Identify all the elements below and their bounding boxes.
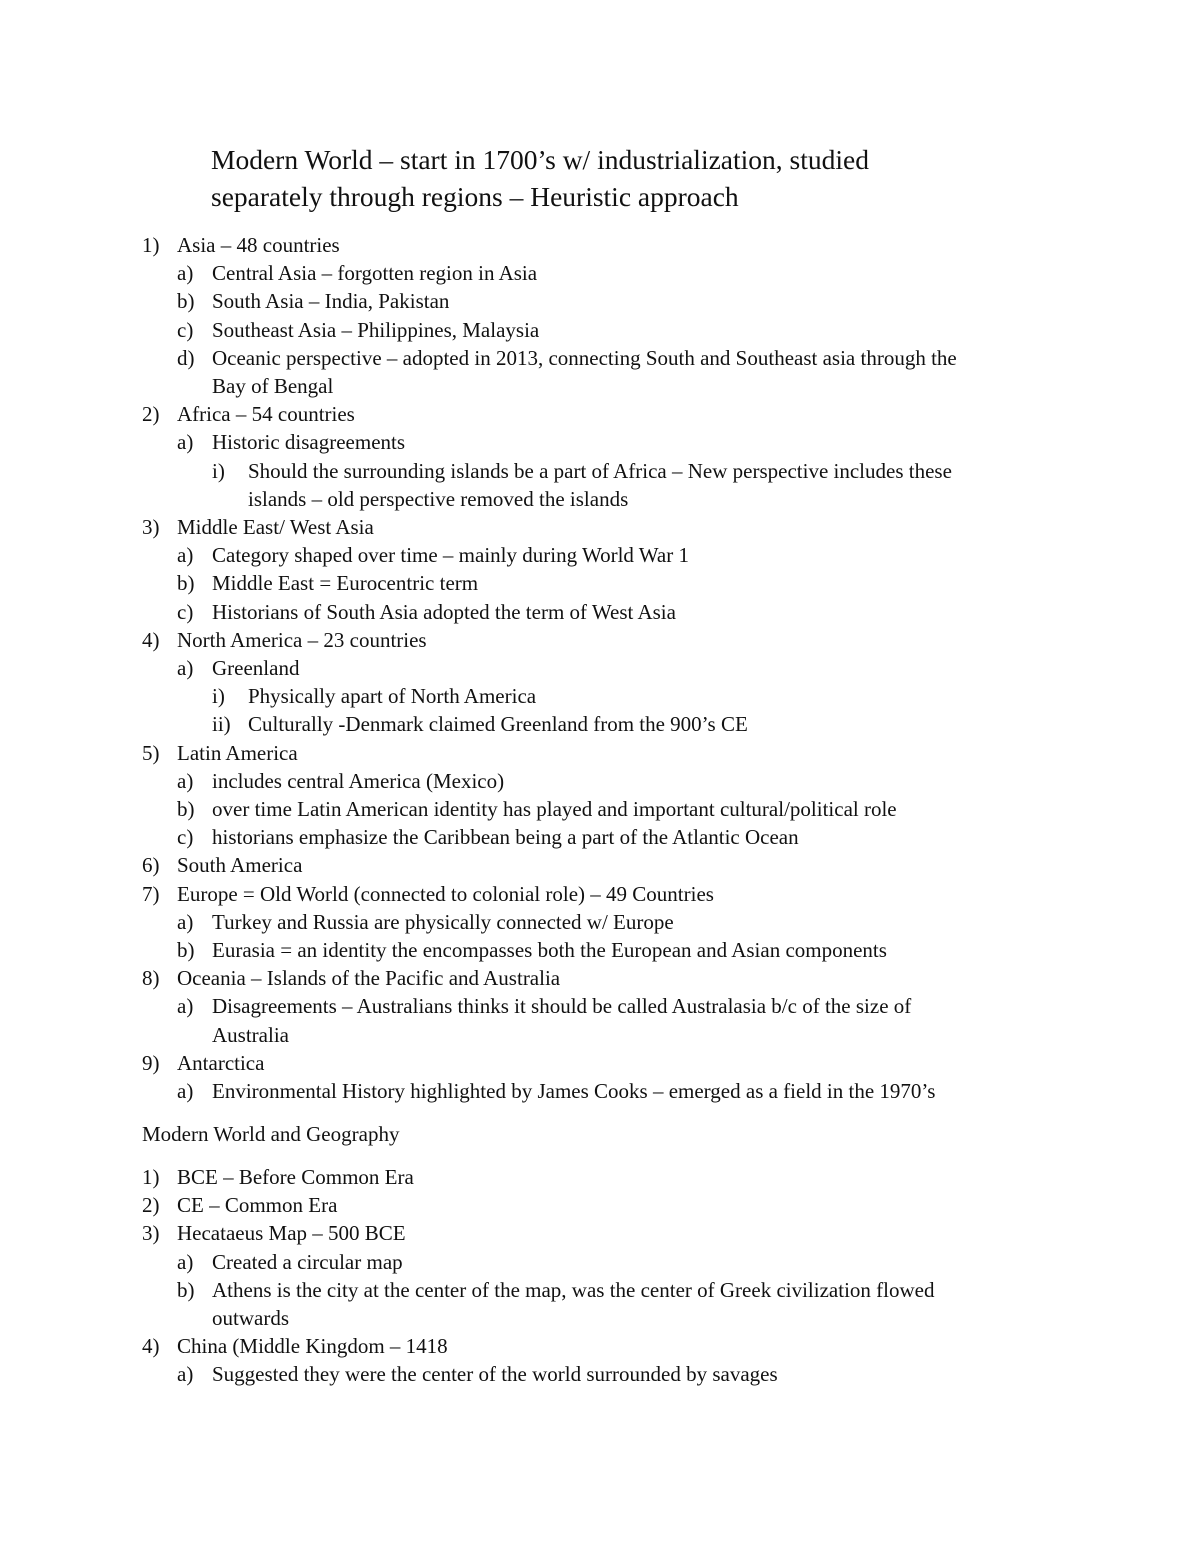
list-marker: 4)	[142, 627, 160, 652]
list-text: Should the surrounding islands be a part of Africa – New perspective includes these	[248, 458, 952, 483]
list-text: Historic disagreements	[212, 430, 406, 455]
list-text: Physically apart of North America	[248, 684, 537, 709]
list-text: Suggested they were the center of the world surrounded by savages	[212, 1362, 778, 1387]
list-text: Oceania – Islands of the Pacific and Australia	[177, 966, 561, 991]
list-marker: a)	[177, 1079, 194, 1103]
list-marker: d)	[177, 345, 195, 370]
list-marker: 6)	[142, 853, 160, 878]
section-heading: Modern World and Geography	[142, 1122, 400, 1146]
list-marker: a)	[177, 1249, 194, 1274]
list-text: BCE – Before Common Era	[177, 1165, 414, 1189]
list-text: CE – Common Era	[177, 1193, 338, 1218]
list-text: Southeast Asia – Philippines, Malaysia	[212, 317, 540, 342]
list-marker: 9)	[142, 1050, 160, 1075]
list-marker: b)	[177, 797, 195, 821]
list-marker: ii)	[212, 712, 231, 737]
list-text: Central Asia – forgotten region in Asia	[212, 261, 538, 286]
list-marker: c)	[177, 317, 194, 342]
list-text: South America	[177, 853, 303, 878]
list-text: Greenland	[212, 656, 300, 680]
list-marker: b)	[177, 571, 195, 596]
list-text: Hecataeus Map – 500 BCE	[177, 1221, 406, 1246]
list-text: Culturally -Denmark claimed Greenland from the 900’s CE	[248, 712, 748, 737]
list-text: Oceanic perspective – adopted in 2013, connecting South and Southeast asia through the	[212, 345, 957, 370]
list-text: Created a circular map	[212, 1249, 403, 1274]
list-text: Europe = Old World (connected to colonial role) – 49 Countries	[177, 881, 714, 906]
list-marker: 4)	[142, 1334, 160, 1359]
list-text: Latin America	[177, 740, 298, 765]
list-marker: 2)	[142, 402, 160, 427]
list-text: outwards	[212, 1306, 289, 1330]
list-marker: a)	[177, 543, 194, 568]
list-text: Bay of Bengal	[212, 374, 334, 398]
list-marker: a)	[177, 261, 194, 286]
list-marker: c)	[177, 825, 194, 850]
list-text: Eurasia = an identity the encompasses both the European and Asian components	[212, 938, 887, 962]
list-marker: c)	[177, 599, 194, 624]
list-text: Africa – 54 countries	[177, 402, 355, 427]
list-marker: 1)	[142, 1165, 160, 1189]
list-marker: 1)	[142, 233, 160, 257]
list-text: Historians of South Asia adopted the term of West Asia	[212, 599, 676, 624]
list-text: Middle East = Eurocentric term	[212, 571, 479, 596]
list-text: Australia	[212, 1022, 289, 1047]
list-marker: a)	[177, 909, 194, 934]
list-marker: a)	[177, 656, 194, 680]
list-marker: i)	[212, 684, 225, 709]
list-text: historians emphasize the Caribbean being a part of the Atlantic Ocean	[212, 825, 799, 850]
title-line-2: separately through regions – Heuristic approach	[211, 181, 739, 212]
document-title	[211, 141, 1111, 215]
list-marker: 7)	[142, 881, 160, 906]
list-marker: a)	[177, 430, 194, 455]
list-text: includes central America (Mexico)	[212, 768, 505, 793]
list-text: Middle East/ West Asia	[177, 515, 374, 539]
list-text: North America – 23 countries	[177, 627, 427, 652]
list-text: China (Middle Kingdom – 1418	[177, 1334, 448, 1359]
list-text: Environmental History highlighted by James Cooks – emerged as a field in the 1970’s	[212, 1079, 936, 1103]
list-marker: 5)	[142, 740, 160, 765]
list-marker: b)	[177, 289, 195, 314]
list-text: Category shaped over time – mainly during World War 1	[212, 543, 689, 568]
list-marker: a)	[177, 1362, 194, 1387]
list-text: Asia – 48 countries	[177, 233, 340, 257]
list-text: over time Latin American identity has played and important cultural/political role	[212, 797, 897, 821]
list-marker: b)	[177, 1277, 195, 1302]
list-marker: 2)	[142, 1193, 160, 1218]
list-marker: 8)	[142, 966, 160, 991]
list-marker: a)	[177, 994, 194, 1019]
title-line-1: Modern World – start in 1700’s w/ industrialization, studied	[211, 144, 869, 175]
list-marker: a)	[177, 768, 194, 793]
list-marker: 3)	[142, 1221, 160, 1246]
list-text: South Asia – India, Pakistan	[212, 289, 450, 314]
list-marker: i)	[212, 458, 225, 483]
list-text: islands – old perspective removed the islands	[248, 486, 629, 511]
list-marker: b)	[177, 938, 195, 962]
list-marker: 3)	[142, 515, 160, 539]
list-text: Athens is the city at the center of the map, was the center of Greek civilization flowed	[212, 1277, 935, 1302]
list-text: Turkey and Russia are physically connected w/ Europe	[212, 909, 674, 934]
list-text: Antarctica	[177, 1050, 265, 1075]
list-text: Disagreements – Australians thinks it should be called Australasia b/c of the size of	[212, 994, 912, 1019]
